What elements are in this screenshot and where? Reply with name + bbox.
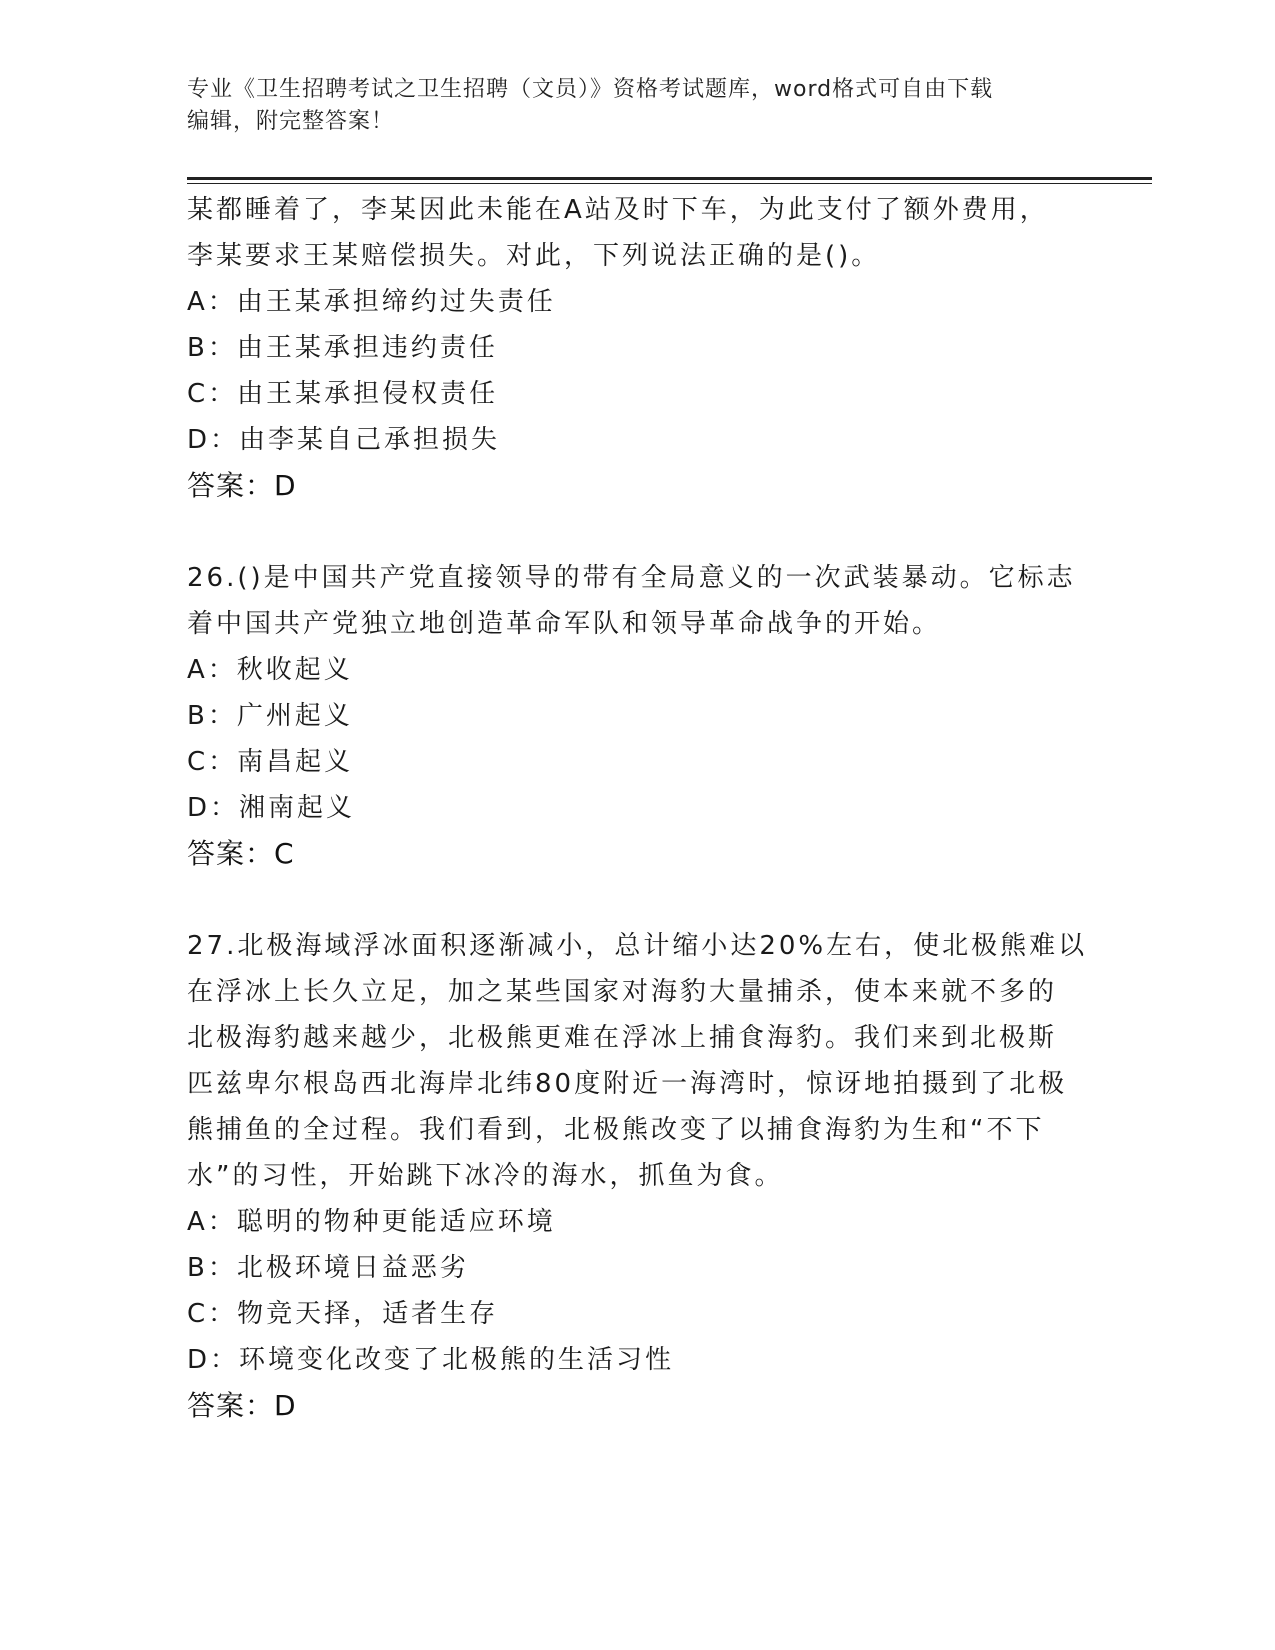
option-a: A：聪明的物种更能适应环境 — [187, 1207, 556, 1237]
question-26 — [187, 555, 1087, 877]
question-stem-line: 某都睡着了，李某因此未能在A站及时下车，为此支付了额外费用， — [187, 195, 1049, 225]
question-stem-line: 匹兹卑尔根岛西北海岸北纬80度附近一海湾时，惊讶地拍摄到了北极 — [187, 1069, 1068, 1099]
option-a: A：由王某承担缔约过失责任 — [187, 287, 556, 317]
option-b: B：广州起义 — [187, 701, 353, 731]
question-stem-line: 李某要求王某赔偿损失。对此，下列说法正确的是()。 — [187, 241, 881, 271]
header-line-1: 专业《卫生招聘考试之卫生招聘（文员）》资格考试题库，word格式可自由下载 — [187, 77, 994, 102]
answer-line: 答案：C — [187, 837, 295, 870]
answer-line: 答案：D — [187, 469, 297, 502]
question-stem-line: 26.()是中国共产党直接领导的带有全局意义的一次武装暴动。它标志 — [187, 563, 1076, 593]
question-stem-line: 27.北极海域浮冰面积逐渐减小，总计缩小达20%左右，使北极熊难以 — [187, 931, 1088, 961]
option-d: D：环境变化改变了北极熊的生活习性 — [187, 1345, 675, 1375]
question-spacer — [187, 509, 1087, 555]
question-list — [187, 187, 1087, 1429]
option-c: C：物竞天择，适者生存 — [187, 1299, 499, 1329]
answer-line: 答案：D — [187, 1389, 297, 1422]
header-divider-thick — [187, 177, 1152, 180]
option-c: C：由王某承担侵权责任 — [187, 379, 499, 409]
option-c: C：南昌起义 — [187, 747, 354, 777]
question-stem-line: 水”的习性，开始跳下冰冷的海水，抓鱼为食。 — [187, 1161, 784, 1191]
option-d: D：由李某自己承担损失 — [187, 425, 501, 455]
question-25 — [187, 187, 1087, 509]
question-27 — [187, 923, 1087, 1429]
option-b: B：由王某承担违约责任 — [187, 333, 498, 363]
question-stem-line: 熊捕鱼的全过程。我们看到，北极熊改变了以捕食海豹为生和“不下 — [187, 1115, 1045, 1145]
question-stem-line: 在浮冰上长久立足，加之某些国家对海豹大量捕杀，使本来就不多的 — [187, 977, 1058, 1007]
header-divider-thin — [187, 183, 1152, 184]
option-b: B：北极环境日益恶劣 — [187, 1253, 469, 1283]
option-d: D：湘南起义 — [187, 793, 356, 823]
document-header — [187, 74, 1087, 138]
option-a: A：秋收起义 — [187, 655, 353, 685]
question-spacer — [187, 877, 1087, 923]
question-stem-line: 北极海豹越来越少，北极熊更难在浮冰上捕食海豹。我们来到北极斯 — [187, 1023, 1058, 1053]
header-line-2: 编辑，附完整答案！ — [187, 109, 395, 134]
question-stem-line: 着中国共产党独立地创造革命军队和领导革命战争的开始。 — [187, 609, 942, 639]
